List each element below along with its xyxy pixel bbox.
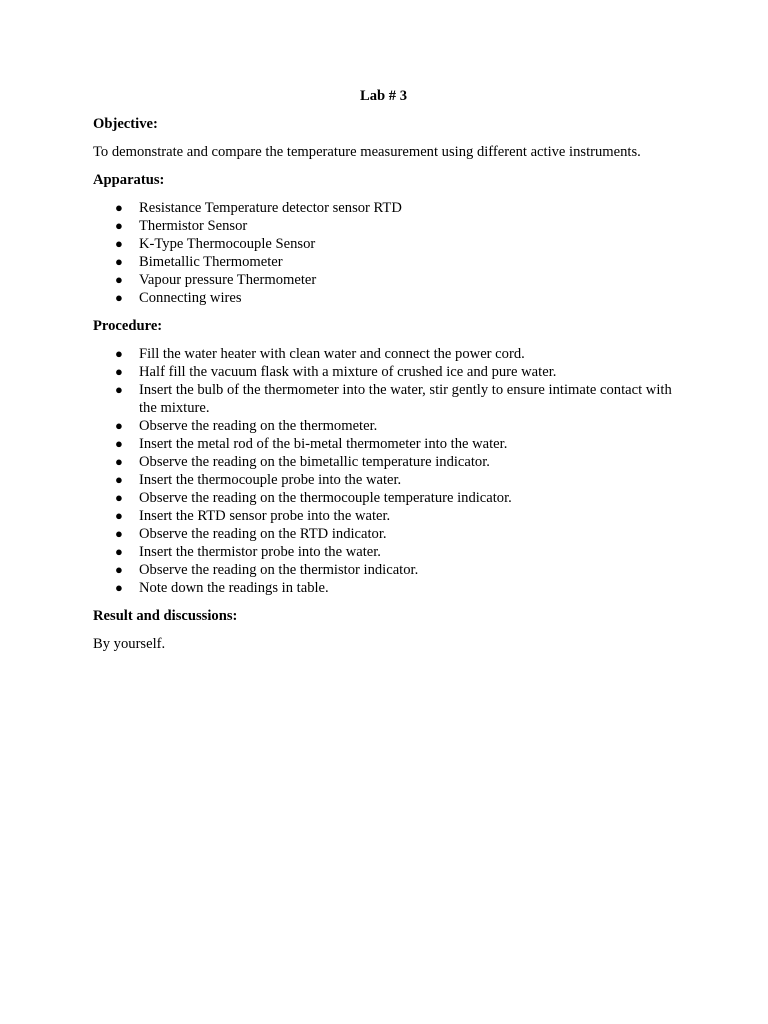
results-heading: Result and discussions:	[93, 608, 238, 624]
bullet-icon: ●	[115, 272, 123, 287]
list-item	[93, 525, 674, 543]
results-text: By yourself.	[93, 636, 166, 652]
list-item	[93, 381, 674, 417]
list-item	[93, 561, 674, 579]
list-item	[93, 271, 674, 289]
list-item-text: Insert the metal rod of the bi-metal thermometer into the water.	[139, 436, 508, 452]
list-item-text: Observe the reading on the RTD indicator.	[139, 526, 387, 542]
list-item-text: Observe the reading on the thermometer.	[139, 418, 378, 434]
list-item-text: Insert the RTD sensor probe into the water.	[139, 508, 391, 524]
bullet-icon: ●	[115, 290, 123, 305]
objective-text: To demonstrate and compare the temperature measurement using different active instruments.	[93, 144, 641, 160]
list-item-text: Fill the water heater with clean water and connect the power cord.	[139, 346, 525, 362]
bullet-icon: ●	[115, 454, 123, 469]
list-item-text: Observe the reading on the thermocouple temperature indicator.	[139, 490, 512, 506]
procedure-heading: Procedure:	[93, 318, 163, 334]
list-item	[93, 579, 674, 597]
bullet-icon: ●	[115, 382, 123, 397]
list-item	[93, 199, 674, 217]
list-item-text: Vapour pressure Thermometer	[139, 272, 317, 288]
list-item-text: Observe the reading on the thermistor indicator.	[139, 562, 419, 578]
bullet-icon: ●	[115, 562, 123, 577]
list-item	[93, 489, 674, 507]
list-item	[93, 471, 674, 489]
list-item-text: Connecting wires	[139, 290, 242, 306]
list-item	[93, 507, 674, 525]
bullet-icon: ●	[115, 346, 123, 361]
list-item-text: Half fill the vacuum flask with a mixture of crushed ice and pure water.	[139, 364, 557, 380]
procedure-list	[93, 345, 674, 597]
bullet-icon: ●	[115, 508, 123, 523]
list-item-text: K-Type Thermocouple Sensor	[139, 236, 316, 252]
bullet-icon: ●	[115, 218, 123, 233]
bullet-icon: ●	[115, 526, 123, 541]
list-item	[93, 543, 674, 561]
bullet-icon: ●	[115, 418, 123, 433]
list-item-text: Observe the reading on the bimetallic temperature indicator.	[139, 454, 490, 470]
document-title: Lab # 3	[359, 88, 408, 104]
bullet-icon: ●	[115, 254, 123, 269]
bullet-icon: ●	[115, 544, 123, 559]
list-item	[93, 417, 674, 435]
bullet-icon: ●	[115, 200, 123, 215]
list-item-text: Insert the bulb of the thermometer into the water, stir gently to ensure intimate contact with the mixture.	[139, 382, 672, 416]
bullet-icon: ●	[115, 472, 123, 487]
bullet-icon: ●	[115, 436, 123, 451]
list-item-text: Bimetallic Thermometer	[139, 254, 283, 270]
document-body	[93, 87, 674, 663]
list-item	[93, 253, 674, 271]
objective-heading: Objective:	[93, 116, 158, 132]
list-item	[93, 217, 674, 235]
list-item	[93, 453, 674, 471]
bullet-icon: ●	[115, 580, 123, 595]
apparatus-heading: Apparatus:	[93, 172, 165, 188]
bullet-icon: ●	[115, 364, 123, 379]
list-item	[93, 345, 674, 363]
list-item-text: Resistance Temperature detector sensor RTD	[139, 200, 402, 216]
apparatus-list	[93, 199, 674, 307]
list-item-text: Note down the readings in table.	[139, 580, 329, 596]
list-item	[93, 363, 674, 381]
list-item	[93, 235, 674, 253]
bullet-icon: ●	[115, 236, 123, 251]
bullet-icon: ●	[115, 490, 123, 505]
list-item	[93, 289, 674, 307]
list-item	[93, 435, 674, 453]
list-item-text: Thermistor Sensor	[139, 218, 248, 234]
list-item-text: Insert the thermistor probe into the water.	[139, 544, 381, 560]
list-item-text: Insert the thermocouple probe into the water.	[139, 472, 402, 488]
